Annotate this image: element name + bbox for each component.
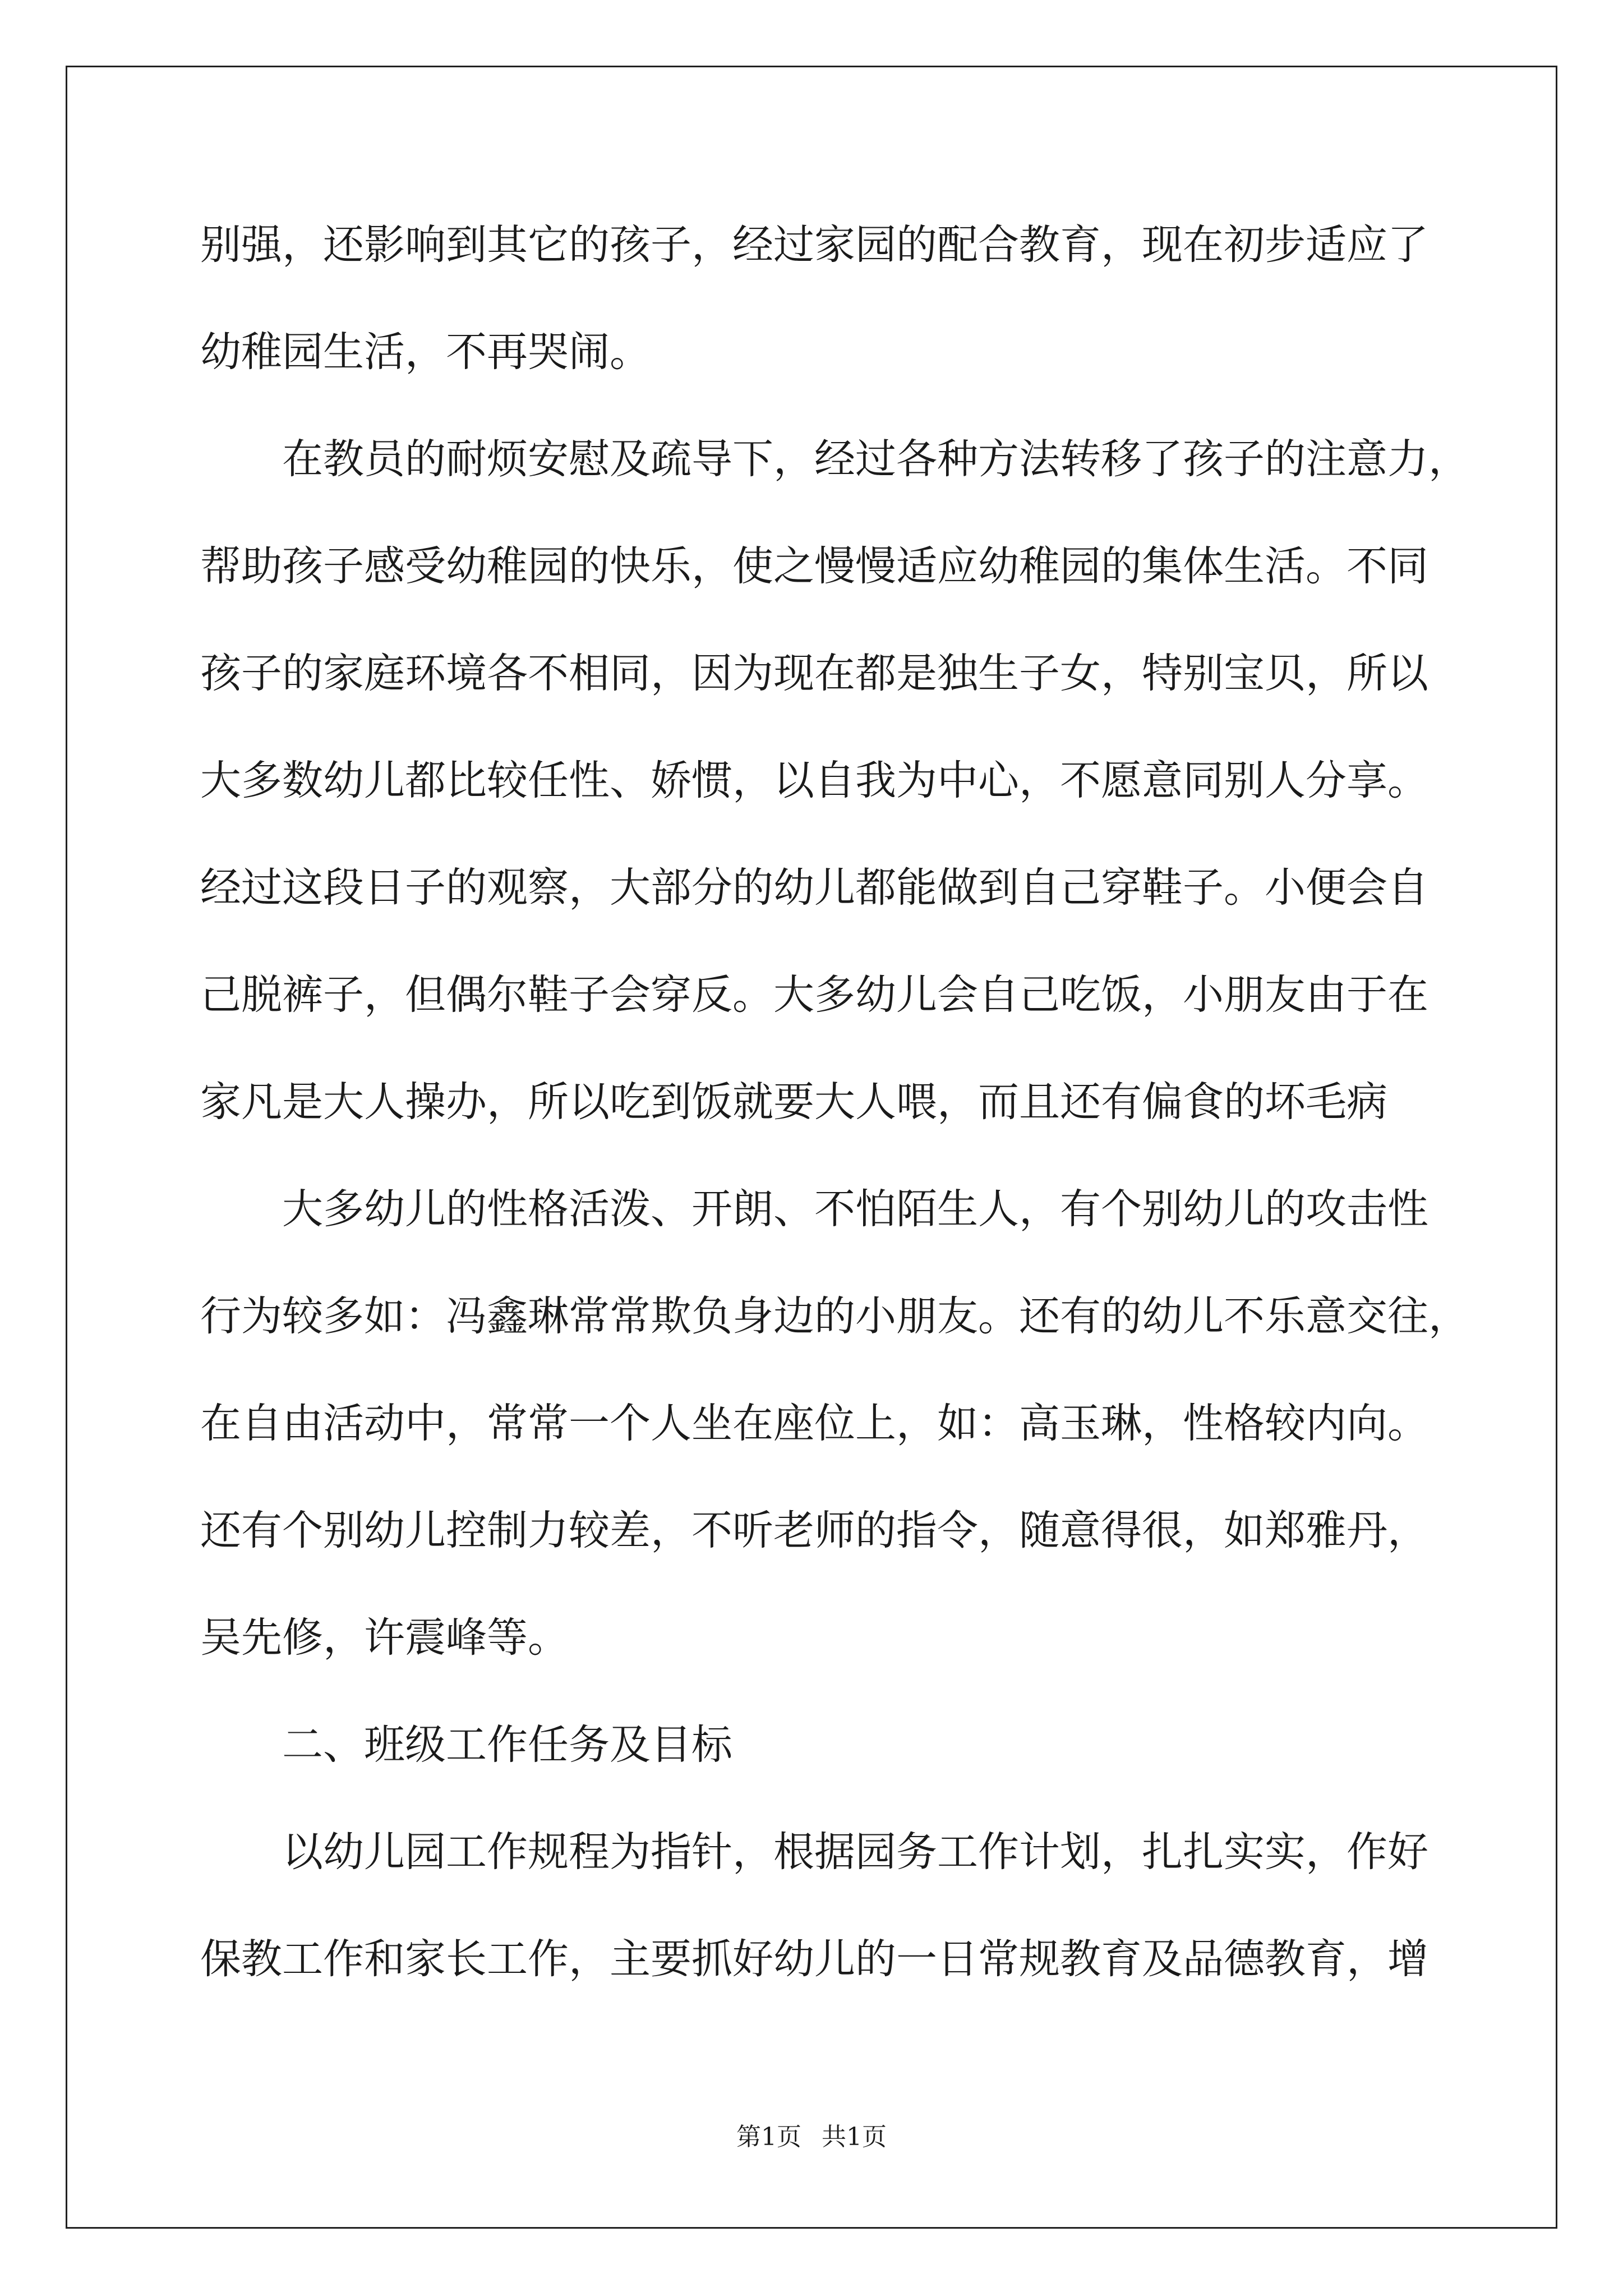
text-line: 己脱裤子，但偶尔鞋子会穿反。大多幼儿会自己吃饭，小朋友由于在 xyxy=(200,971,1428,1019)
page-number-current: 第1页 xyxy=(736,2123,801,2151)
text-line: 大多幼儿的性格活泼、开朗、不怕陌生人，有个别幼儿的攻击性 xyxy=(282,1185,1428,1233)
text-line: 二、班级工作任务及目标 xyxy=(282,1721,732,1769)
text-line: 经过这段日子的观察，大部分的幼儿都能做到自己穿鞋子。小便会自 xyxy=(200,864,1428,912)
text-line: 保教工作和家长工作，主要抓好幼儿的一日常规教育及品德教育，增 xyxy=(200,1935,1428,1983)
text-line: 帮助孩子感受幼稚园的快乐，使之慢慢适应幼稚园的集体生活。不同 xyxy=(200,542,1428,590)
text-line: 行为较多如：冯鑫琳常常欺负身边的小朋友。还有的幼儿不乐意交往， xyxy=(200,1292,1469,1340)
text-line: 还有个别幼儿控制力较差，不听老师的指令，随意得很，如郑雅丹， xyxy=(200,1507,1428,1554)
text-line: 在自由活动中，常常一个人坐在座位上，如：高玉琳，性格较内向。 xyxy=(200,1400,1428,1447)
text-line: 孩子的家庭环境各不相同，因为现在都是独生子女，特别宝贝，所以 xyxy=(200,650,1428,697)
text-line: 别强，还影响到其它的孩子，经过家园的配合教育，现在初步适应了 xyxy=(200,221,1428,269)
page-footer xyxy=(0,2125,1623,2150)
text-line: 吴先修，许震峰等。 xyxy=(200,1614,569,1662)
text-line: 在教员的耐烦安慰及疏导下，经过各种方法转移了孩子的注意力， xyxy=(282,435,1469,483)
text-line: 大多数幼儿都比较任性、娇惯，以自我为中心，不愿意同别人分享。 xyxy=(200,757,1428,804)
text-line: 幼稚园生活，不再哭闹。 xyxy=(200,328,651,376)
document-body xyxy=(200,221,1469,2046)
text-line: 以幼儿园工作规程为指针，根据园务工作计划，扎扎实实，作好 xyxy=(282,1828,1428,1876)
text-line: 家凡是大人操办，所以吃到饭就要大人喂，而且还有偏食的坏毛病 xyxy=(200,1078,1387,1126)
page-number-total: 共1页 xyxy=(822,2123,887,2151)
